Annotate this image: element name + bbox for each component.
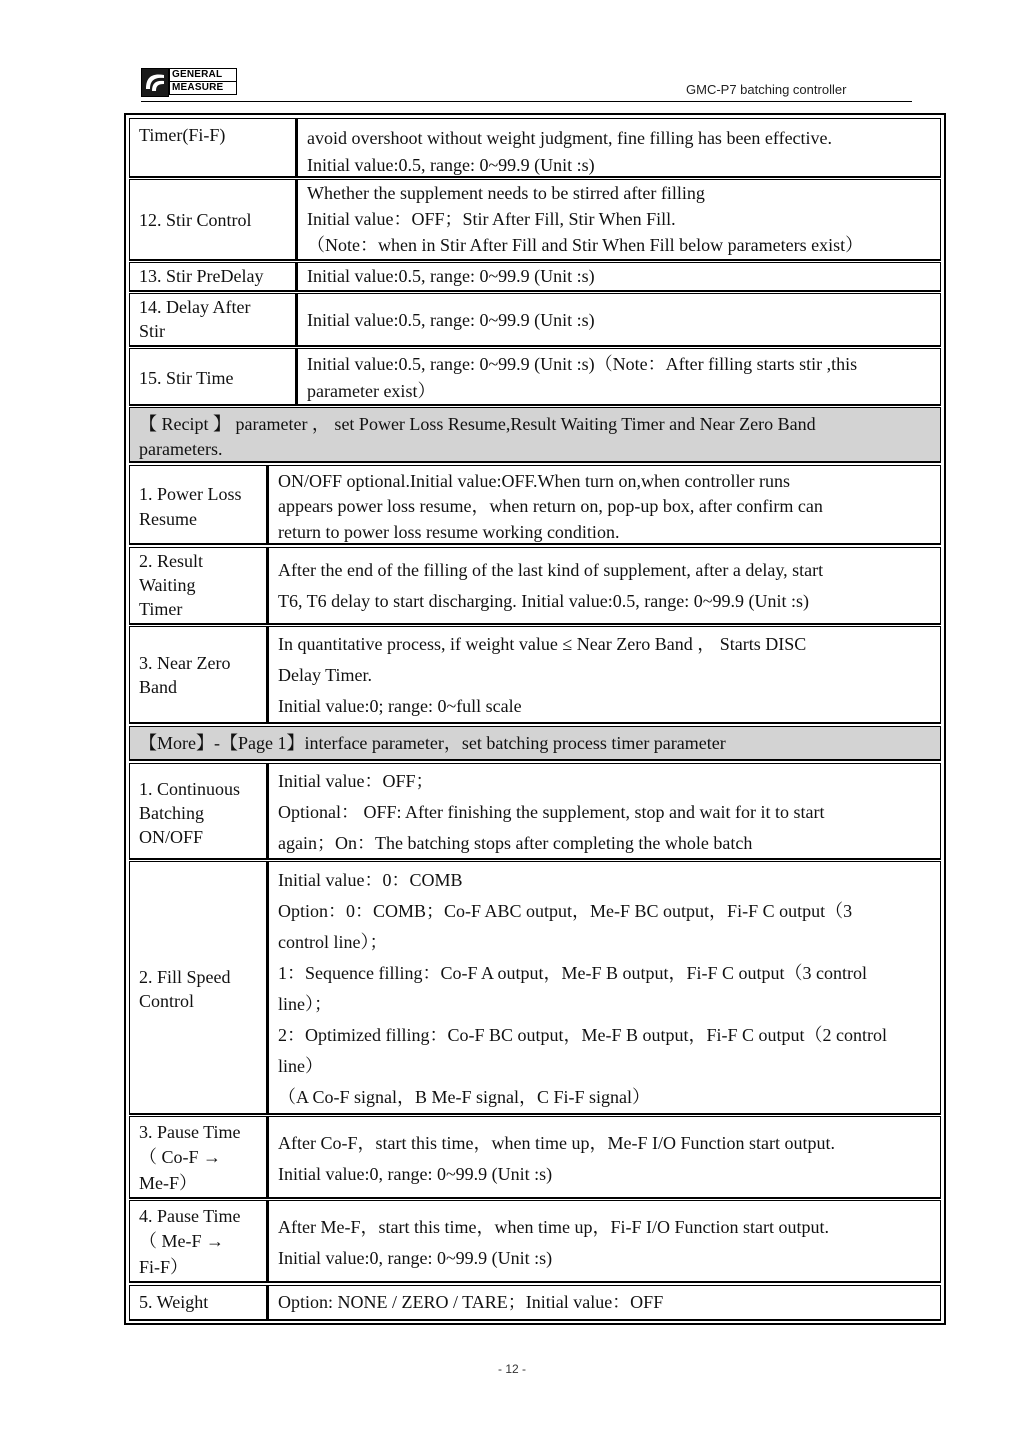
row-label-stir-predelay: 13. Stir PreDelay xyxy=(129,262,297,292)
row-content-stir-time: Initial value:0.5, range: 0~99.9 (Unit :s)（Note：After filling starts stir ,this parameter exist） xyxy=(297,348,941,406)
row-content-continuous-batching: Initial value：OFF； Optional： OFF: After finishing the supplement, stop and wait for it to start again；On：The batching stops after completing the whole batch xyxy=(268,763,941,860)
header-divider xyxy=(141,101,912,102)
row-label-delay-after-stir: 14. Delay After Stir xyxy=(129,293,297,347)
logo-line-2: MEASURE xyxy=(170,81,236,94)
row-content-weight: Option: NONE / ZERO / TARE；Initial value：OFF xyxy=(268,1285,941,1321)
row-content-fill-speed-control: Initial value：0：COMB Option：0：COMB；Co-F ABC output，Me-F BC output，Fi-F C output（3 control line）； 1：Sequence filling：Co-F A output，Me-F B output，Fi-F C output（3 control line）； 2：Optimized filling：Co-F BC output，Me-F B output，Fi-F C output（2 control line） （A Co-F signal，B Me-F signal，C Fi-F signal） xyxy=(268,861,941,1115)
section-header-recipt: 【 Recipt 】 parameter ， set Power Loss Resume,Result Waiting Timer and Near Zero Band parameters. xyxy=(129,407,941,463)
logo-wordmark xyxy=(169,68,237,95)
logo-line-1: GENERAL xyxy=(172,69,223,80)
row-label-weight: 5. Weight xyxy=(129,1285,268,1321)
company-logo xyxy=(141,68,237,96)
section-header-more-page1: 【More】-【Page 1】interface parameter，set batching process timer parameter xyxy=(129,726,941,761)
row-label-power-loss-resume: 1. Power Loss Resume xyxy=(129,465,268,545)
page-number: - 12 - xyxy=(497,1362,526,1376)
row-label-near-zero-band: 3. Near Zero Band xyxy=(129,626,268,724)
parameter-table xyxy=(124,113,946,1325)
row-label-stir-time: 15. Stir Time xyxy=(129,348,297,406)
row-label-pause-time-cof-mef: 3. Pause Time （ Co-F → Me-F） xyxy=(129,1116,268,1199)
row-content-stir-control: Whether the supplement needs to be stirred after filling Initial value：OFF；Stir After Fill, Stir When Fill. （Note：when in Stir After Fill and Stir When Fill below parameters exist） xyxy=(297,179,941,261)
row-content-power-loss-resume: ON/OFF optional.Initial value:OFF.When turn on,when controller runs appears power loss resume，when return on, pop-up box, after confirm can return to power loss resume working condition. xyxy=(268,465,941,545)
row-content-pause-time-cof-mef: After Co-F，start this time，when time up，Me-F I/O Function start output. Initial value:0, range: 0~99.9 (Unit :s) xyxy=(268,1116,941,1199)
row-content-result-waiting-timer: After the end of the filling of the last kind of supplement, after a delay, start T6, T6 delay to start discharging. Initial value:0.5, range: 0~99.9 (Unit :s) xyxy=(268,547,941,625)
row-label-result-waiting-timer: 2. Result Waiting Timer xyxy=(129,547,268,625)
row-label-pause-time-mef-fif: 4. Pause Time （ Me-F → Fi-F） xyxy=(129,1200,268,1283)
row-content-pause-time-mef-fif: After Me-F，start this time，when time up，Fi-F I/O Function start output. Initial value:0, range: 0~99.9 (Unit :s) xyxy=(268,1200,941,1283)
row-content-near-zero-band: In quantitative process, if weight value ≤ Near Zero Band ， Starts DISC Delay Timer. Initial value:0; range: 0~full scale xyxy=(268,626,941,724)
row-label-timer-fif: Timer(Fi-F) xyxy=(129,118,297,178)
row-content-stir-predelay: Initial value:0.5, range: 0~99.9 (Unit :s) xyxy=(297,262,941,292)
logo-mark-icon xyxy=(141,68,169,97)
row-content-timer-fif: avoid overshoot without weight judgment, fine filling has been effective. Initial value:0.5, range: 0~99.9 (Unit :s) xyxy=(297,118,941,178)
row-content-delay-after-stir: Initial value:0.5, range: 0~99.9 (Unit :s) xyxy=(297,293,941,347)
row-label-stir-control: 12. Stir Control xyxy=(129,179,297,261)
row-label-fill-speed-control: 2. Fill Speed Control xyxy=(129,861,268,1115)
row-label-continuous-batching: 1. Continuous Batching ON/OFF xyxy=(129,763,268,860)
document-title: GMC-P7 batching controller xyxy=(686,82,847,97)
